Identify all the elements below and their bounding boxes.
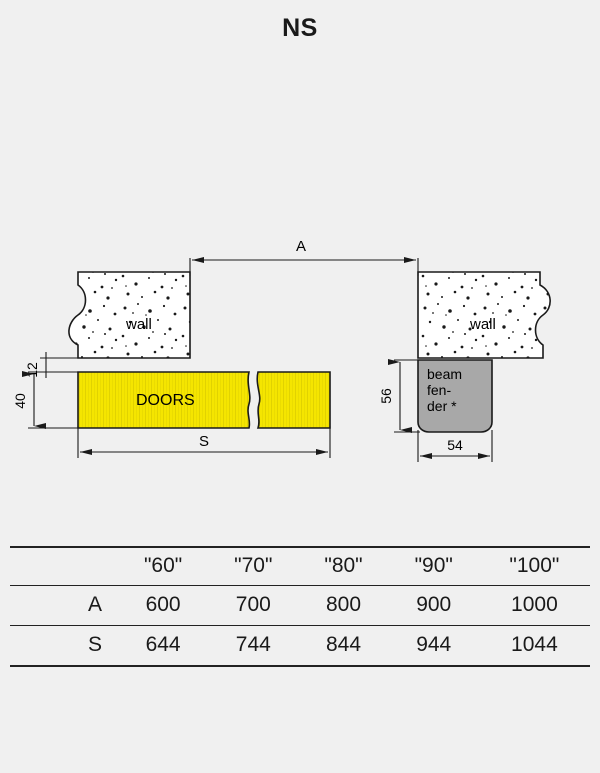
dimension-a [190, 258, 418, 276]
dimension-40 [28, 372, 80, 428]
page-title: NS [282, 14, 318, 42]
table-cell: 600 [118, 586, 208, 626]
left-wall-block [69, 272, 190, 358]
dimension-table [10, 546, 590, 667]
table-cell: 744 [208, 626, 298, 667]
dimension-56 [394, 360, 420, 432]
doors-label: DOORS [136, 392, 195, 409]
table-row-label: A [10, 586, 118, 626]
table-row [10, 626, 590, 667]
table-cell: 1044 [479, 626, 590, 667]
dimension-s-label: S [198, 433, 210, 450]
beam-fender-label-3: der * [427, 398, 457, 414]
table-cell: 800 [298, 586, 388, 626]
dimension-54-label: 54 [447, 437, 463, 453]
table-header-row [10, 547, 590, 586]
table-cell: 1000 [479, 586, 590, 626]
table-row-label: S [10, 626, 118, 667]
table-header-cell: "90" [389, 547, 479, 586]
right-wall-block [418, 272, 550, 358]
dimension-56-label: 56 [378, 388, 394, 404]
table-cell: 944 [389, 626, 479, 667]
table-cell: 900 [389, 586, 479, 626]
table-cell: 644 [118, 626, 208, 667]
table-corner-cell [10, 547, 118, 586]
dimension-12-label: 12 [24, 362, 40, 378]
left-wall-label: wall [126, 316, 152, 333]
right-wall-label: wall [470, 316, 496, 333]
beam-fender-label-2: fen- [427, 382, 452, 398]
table-cell: 700 [208, 586, 298, 626]
beam-fender-label-1: beam [427, 366, 463, 382]
table-header-cell: "100" [479, 547, 590, 586]
table-header-cell: "70" [208, 547, 298, 586]
table-header-cell: "60" [118, 547, 208, 586]
table-cell: 844 [298, 626, 388, 667]
doors-panel [78, 372, 330, 428]
dimension-12 [40, 352, 80, 378]
table-header-cell: "80" [298, 547, 388, 586]
dimension-40-label: 40 [12, 393, 28, 409]
table-row [10, 586, 590, 626]
dimension-a-label: A [295, 238, 307, 255]
